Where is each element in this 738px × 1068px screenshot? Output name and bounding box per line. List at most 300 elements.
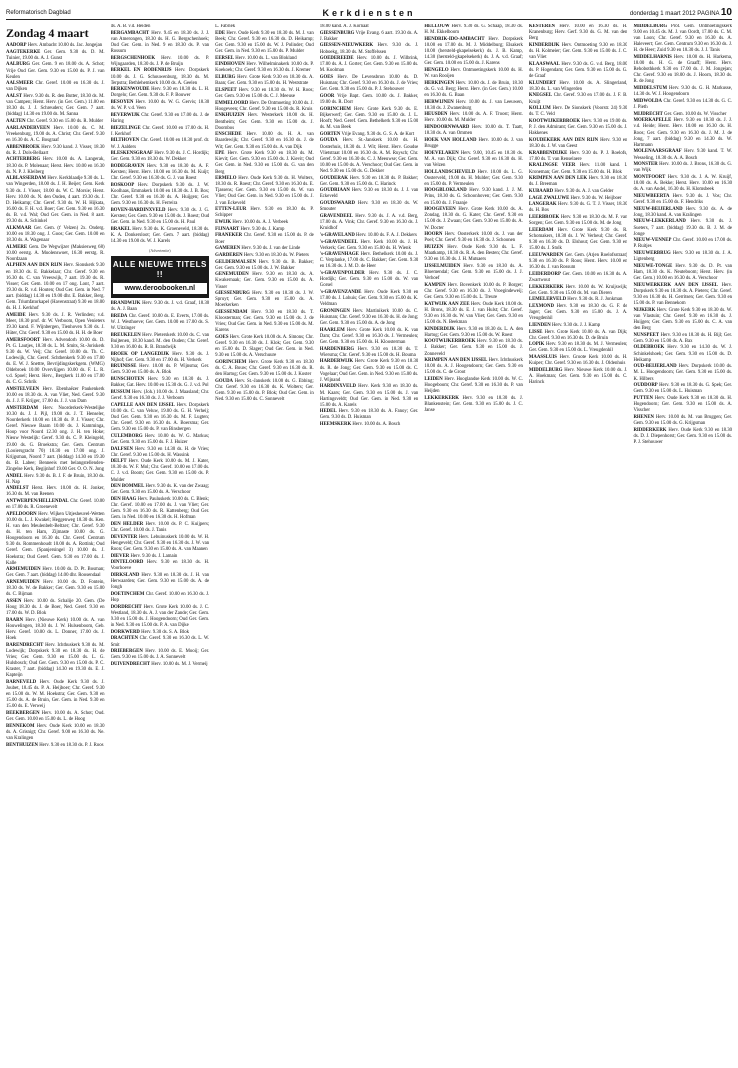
listing-services: Herv. 9.30 ds. J. Vos; Chr. Geref. 9.30 en 15.00 ds. F. Hendriks <box>633 193 733 205</box>
listing-entry <box>111 364 210 376</box>
ad-url[interactable]: www.deroobooken.nl <box>113 283 208 294</box>
listing-entry <box>111 87 210 99</box>
listing-place: GOUDA <box>215 378 234 384</box>
listing-entry <box>6 313 105 337</box>
column-6 <box>529 24 628 1062</box>
listing-entry <box>320 31 419 43</box>
listing-services: Herv. 10.00 ds. A. F. Troost; Herst. Herv. 10.00 ds. M. Mulder <box>424 112 523 124</box>
listing-entry <box>633 149 732 161</box>
listing-services: Herv. Oude Kerk 9.30 en 17.00 ds. J. Lohuis; Ger. Gem. 9.30 en 15.00 ds. K. Veldman <box>319 290 419 308</box>
listing-place: 's-GRAVENHAGE <box>319 252 359 258</box>
listing-services: ds. A. B. v.d. Heiden <box>110 24 151 29</box>
listing-entry <box>6 50 105 62</box>
listing-services: Herv. 9.30 en 18.30 ds. P. Bakker; Ger. Gem. 9.30 en 15.00 ds. C. Harinck <box>319 175 419 187</box>
listing-services: Herv. 9.30 ds. G. T. J. Visser, 18.30 ds. H. Bos <box>528 202 628 214</box>
listing-entry <box>633 99 732 111</box>
listing-services: Prot. Gem. Ontmoetingskerk 9.00 en 10.45 ds. M. J. van Oordt, 17.00 ds. C. M. van Loon; Chr. Geref. 9.30 en 16.30 ds. A. Haleveert; Ger. Gem. Centrum 9.30 en 16.30 ds. J. H. de Heer; Zuid 9.30 en 18.30 ds. J. J. Tanis <box>633 24 733 54</box>
listing-entry <box>424 81 523 99</box>
listing-place: ABBENBROEK <box>6 144 40 150</box>
listing-services: Herv. 9.30 en 18.30 ds. J. Blankenstein; Ger. Gem. 9.30 en 15.00 ds. J. C. Janse <box>424 396 523 414</box>
listing-place: NIEUW-LEKKERLAND <box>633 219 686 225</box>
listing-services: Ger. Gem. (Arjen Roelofsstraat) 9.30 en 16.30 ds. P. Roos; Herst. Herv. 10.00 en 16.30 ds. J. van Rossum <box>528 252 628 271</box>
page-header <box>6 6 732 20</box>
listing-entry <box>529 215 628 227</box>
listing-place: GIESSENBURG <box>215 291 250 297</box>
listing-services: Herv. Grote Kerk 9.30 en 18.30 ds. R. de Jong; Ger. Gem. 9.30 en 15.00 ds. C. Vogelaar; Oud Ger. Gem. in Ned. 9.30 en 15.00 ds. J. Wijnand <box>319 359 419 383</box>
listing-services: Herv. Dorpskerk 10.00 en 17.00 ds. M. J. Middelburg; Elsakerk 10.00 (hersteld-gkapelsekerk) ds. J. B. Kamp, 14.30 (hersteld-gkapelsekerk) ds. J. A. v.d. Graaf; Ger. Gem. 10.00 en 15.00 ds. J. Karens <box>424 36 523 67</box>
listing-services: Herv. 10.00 ds. D. Pt. Bosman; Ger. Gem. 7 aart. (biddag) 14.00 dhr. Roosendaal <box>6 567 105 579</box>
listing-entry <box>111 113 210 125</box>
listing-services: Herv. 10.00 ds. W. G. Markus; Ger. Gem. 9.30 en 15.00 ds. F. J. Huizer <box>110 433 210 445</box>
listing-services: Herv. (Joh.) 10.00 ds. J. Maasland; Chr. Geref. 9.30 en 16.30 ds. J. J. Verboom <box>110 389 210 401</box>
listing-place: MIDWOLDA <box>633 98 662 104</box>
listing-services: Herv. 10.00 ds. D. Fontein, 18.30 ds. W. de Bakker; Ger. Gem. 9.30 en 15.00 ds. C. Bijman <box>6 580 105 598</box>
listing-services: Herv. 10.00 ds. M. J. Vermeij <box>151 662 208 667</box>
listing-entry <box>6 406 105 473</box>
listing-entry <box>424 302 523 326</box>
listing-services: 18.00 kand. A. J. Kornaat <box>319 24 369 29</box>
listing-place: OUD-BEIJERLAND <box>633 364 677 370</box>
listing-entry <box>424 358 523 376</box>
listing-services: Herv. Grote Kerk 9.30 en 18.30 ds. M. Kievit; Ger. Gem. 9.30 en 15.00 ds. J. Kievit; Oud Ger. Gem. in Ned. 9.30 en 15.00 ds. G. van den Berg <box>215 151 314 175</box>
listing-place: ALPHEN AAN DEN RIJN <box>6 263 62 269</box>
listing-entry <box>633 364 732 382</box>
listing-entry <box>320 233 419 239</box>
listing-services: Herv. 9.30 en 18.30 ds. W. Smouter <box>319 201 419 213</box>
listing-place: ELBURG <box>215 75 236 81</box>
listing-services: Herv. Ichthuskerk 10.00 ds. A. J. Hoogendoorn; Ger. Gem. 9.30 en 15.00 ds. C. de Groot <box>424 358 523 376</box>
listing-services: Herv. Dorpskerk 9.30 en 18.30 ds. A. Pieters; Chr. Geref. 9.30 en 16.30 ds. H. Gerritsen; Ger. Gem. 9.30 en 15.00 ds. P. van Bennekom <box>633 282 733 307</box>
listing-entry <box>633 345 732 363</box>
listing-place: GOEDEREEDE <box>319 56 354 62</box>
listing-services: Herv. 9.30 en 18.30 ds. P. Schipper <box>215 207 314 219</box>
listing-place: KINDERDIJK <box>424 326 455 332</box>
listing-entry <box>633 415 732 427</box>
listing-services: Herv. Oude Kerk 9.30 ds. H. Wolters, 18.30 ds. R. Roest; Chr. Geref. 9.30 en 16.30 ds. E. Tjassens; Ger. Gem. 9.30 en 15.00 ds. W. van Vliet; Oud Ger. Gem. in Ned. 9.30 en 15.00 ds. J. J. van Eckeveld <box>215 176 314 206</box>
listing-services: Herv. 10.00 ds. H. A. van Baardewijk; Chr. Geref. 9.30 en 16.30 ds. J. de Wit; Ger. Gem. 9.30 en 15.00 ds. A. van Dijk <box>215 132 314 150</box>
listing-place: AADORP <box>6 43 27 48</box>
listing-place: MIJDRECHT <box>633 111 663 117</box>
listing-services: Herv. 9.30 ds. J. C. Hordijk; Ger. Gem. 9.30 en 15.00 ds. W. van Gorsel <box>319 271 419 289</box>
listing-place: AMERSFOORT <box>6 337 41 343</box>
listing-services: Herv. 9.30 en 14.30 ds. W. J. Schinkelshoek; Ger. Gem. 9.30 en 15.00 ds. D. Heikamp <box>633 345 733 363</box>
listing-entry <box>320 328 419 346</box>
listing-place: KOOTWIJKERBROEK <box>528 118 581 124</box>
listing-services: Herv. Martinikerk 10.00 ds. C. Huisman; Chr. Geref. 9.30 en 16.30 ds. H. de Jong; Ger. Gem. 9.30 en 15.00 ds. A. de Jong <box>319 308 419 327</box>
listing-place: BEVERWIJK <box>110 112 140 118</box>
listing-services: Chr. Geref. 9.30 en 15.00 ds. P. de Boer <box>215 233 314 245</box>
listing-place: GOES <box>215 335 229 341</box>
listing-services: Herv. 9.00, 10.45 en 18.30 ds. M. A. van Dijk; Chr. Geref. 9.30 en 16.30 ds. H. van Velzen <box>424 150 523 168</box>
listing-entry <box>424 283 523 301</box>
listing-services: Herv. 10.00 ds. J. de Bruin, 18.30 ds. G. v.d. Berg; Herst. Herv. (in Ger. Gem.) 10.00 en 16.30 ds. G. Baan <box>424 80 523 98</box>
column-1-entries <box>6 43 105 749</box>
column-3-entries <box>215 24 314 403</box>
listing-place: DALFSEN <box>110 446 133 452</box>
listing-entry <box>6 226 105 244</box>
listing-entry <box>529 253 628 271</box>
listing-place: BRANDWIJK <box>110 301 141 306</box>
listing-place: GRAVENDEEL <box>319 213 353 219</box>
listing-place: DINTELOORD <box>110 560 144 566</box>
listing-entry <box>424 377 523 395</box>
listing-place: DRACHTEN <box>110 636 139 642</box>
listing-place: 's-GRAVENZANDE <box>319 290 362 296</box>
listing-entry <box>215 220 314 226</box>
listing-place: BAARN <box>6 617 24 623</box>
listing-place: BRAKEL <box>110 226 131 232</box>
listing-entry <box>6 43 105 49</box>
listing-place: BENTHUIZEN <box>6 742 38 748</box>
listing-entry <box>111 497 210 521</box>
advertisement[interactable] <box>111 256 210 298</box>
listing-place: GARDEREN <box>215 252 243 258</box>
listing-entry <box>320 138 419 175</box>
page-date: donderdag 1 maart 2012 PAGINA <box>629 11 720 17</box>
listing-place: HENDRIK-IDO-AMBACHT <box>424 36 485 42</box>
listing-entry <box>215 176 314 206</box>
listing-place: AALST <box>6 94 22 100</box>
listing-place: AAGTEKERKE <box>6 49 41 55</box>
listing-services: Herv. Bovenkerk 10.00 ds. P. Borger; Chr. Geref. 9.30 en 16.30 ds. J. Vroegindeweij; Ger. Gem. 9.30 en 15.00 ds. L. Treure <box>424 282 523 300</box>
listing-services: Chr. Geref. 10.00 en 17.00 ds. R. Groenevelt <box>6 499 105 511</box>
listing-services: Herv. Pauluskerk 10.00 ds. C. Blenk; Chr. Geref. 10.00 en 17.00 ds. J. van Vliet; Ger. Gem. 9.30 en 16.30 ds. R. Kattenberg; Oud Ger. Gem. in Ned. 10.00 en 16.30 ds. H. Hofman <box>110 497 210 521</box>
listing-place: BLESKENSGRAAF <box>110 151 153 157</box>
listing-entry <box>529 228 628 252</box>
listing-entry <box>111 377 210 389</box>
column-2-entries <box>111 24 210 245</box>
listing-place: KRABBENDIJKE <box>528 150 568 156</box>
listing-services: Herv. Hooglandse Kerk 10.00 ds. W. C. Hoogeboom; Chr. Geref. 9.30 en 16.30 ds. P. van Heijden <box>424 377 523 395</box>
listing-place: EDE <box>215 30 226 36</box>
listing-entry <box>320 94 419 106</box>
listing-services: Herv. Oude Kerk 9.30 ds. J. Joubet, 18.45 ds. P. A. Heijboer; Chr. Geref. 9.30 en 15.00 ds. W. M. Hoekstra; Ger. Gem. 9.30 en 15.00 ds. A. de Bruin, Ger. Gem. in Ned. 9.30 en 15.00 ds. E. Verweij <box>6 680 105 710</box>
listing-services: Herv. De Ontmoeting 10.00 ds. J. Hoogeveen; Chr. Geref. 9.30 en 15.00 ds. R. Kruis <box>215 100 314 112</box>
column-2 <box>111 24 210 1062</box>
listing-services: Herv. 9.30 en 18.30 ds. A. F. Kersten; Herst. Herv. 10.00 en 16.30 ds. M. Kuijt; Chr. Geref. 9.30 en 16.30 ds. G. J. van Roest <box>110 164 210 182</box>
listing-services: Herv. Bethelkerk 10.00 ds. J. C. Verplanke, 17.00 ds. C. Bakker; Ger. Gem. 9.30 en 16.30 ds. J. M. D. de Heer <box>319 252 419 270</box>
listing-entry <box>6 94 105 118</box>
listing-place: GOES <box>319 75 334 81</box>
listing-place: GOUDA <box>319 138 338 144</box>
listing-services: Herv. 9.30 ds. A. de Jong, 18.30 kand. A. van Kralingen <box>633 206 733 218</box>
listing-place: KRIMPEN AAN DEN IJSSEL <box>424 358 488 364</box>
listing-place: ARNEMUIDEN <box>6 580 40 586</box>
listing-services: Herv. Dorpskerk 10.00 ds. J. G. Schouwenburg, 18.30 ds. M. Terpstra; Bethlehemkerk 10.00 ds. A. Geelen <box>110 68 210 86</box>
listing-place: DEVENTER <box>110 534 138 540</box>
listing-entry <box>111 314 210 332</box>
listing-entry <box>6 567 105 579</box>
listing-entry <box>529 176 628 188</box>
listing-services: Herv. 10.00 ds. J. van Leeuwen, 18.30 ds. J. Zwanenburg <box>424 99 523 111</box>
date-and-page <box>532 7 732 18</box>
listing-services: Herv. 9.30 en 18.30 ds. J. W. Spruyt; Ger. Gem. 9.30 en 15.00 ds. A. Moerkerken <box>215 291 314 309</box>
listing-services: Herst. Herv. 10.00 ds. H. Jonker, 16.30 ds. M. van Reenen <box>6 486 105 498</box>
listing-entry <box>111 592 210 604</box>
listing-place: GOOR <box>319 94 335 99</box>
listing-place: EINDHOVEN <box>215 62 245 68</box>
listing-place: MONSTER <box>633 162 658 168</box>
listing-services: Vrije Evang. 9.30 ds. G. S. A. de Kort <box>341 131 415 137</box>
listing-entry <box>529 93 628 105</box>
listing-services: Herv. St.-Janskerk 10.00 ds. G. Ebbing; Chr. Geref. 9.30 en 16.30 ds. K. Wolters; Ger. Gem. 9.30 en 15.00 ds. P. Blok; Oud Ger. Gem. in Ned. 9.30 en 15.00 ds. C. Sonnevelt <box>215 378 314 403</box>
listing-place: BILTHOVEN <box>110 138 140 144</box>
listing-services: Herv. 9.30 ds. G. H. Markusse, 14.30 ds. W. J. Hoogendoorn <box>633 86 733 98</box>
listing-services: Herv. Wijken Uitjesheuvel-Wetten 10.00 ds. L. J. Kwakel; Heggenweg 18.30 ds. Ken. H. van den Meulenbelt-Beltzer; Chr. Geref. 9.30 ds. H. ten Ham, Zijmaste 10.00 ds. G. Hoogendoorn en 16.30 ds. Chr. Geref. Centrum 9.30 ds. Rommenhoudt 10.00 ds. A. Rottink; Oud Geref. Gem. (Spanjersingel 3) 10.00 ds. J. Hoekstra; Oud Geref. Gem. 9.30 en 17.00 ds. J. Kalle <box>6 511 105 566</box>
listing-entry <box>633 162 732 174</box>
listing-place: LISSE <box>528 329 543 335</box>
listing-entry <box>529 62 628 80</box>
listing-place: KRALINGSE VEER <box>528 163 576 169</box>
listing-place: BOSKOOP <box>110 182 135 188</box>
listing-services: Herv. 9.30 en 18.30 ds. T. Wiersma; Chr. Geref. 9.30 en 15.00 ds. H. Bouma <box>319 346 419 358</box>
listing-entry <box>633 308 732 332</box>
listing-place: KATWIJK AAN ZEE <box>424 301 470 307</box>
listing-services: Vrije Bapt. Gem. 10.00 ds. J. Bakker, 19.00 ds. R. Dorr <box>319 94 419 106</box>
listing-place: ALKMAAR <box>6 225 32 231</box>
listing-place: DEN HAAG <box>110 497 137 503</box>
listing-services: Herv. Ontmoeting 9.30 en 18.30 ds. H. Kolmeier; Ger. Gem. 9.30 en 15.00 ds. J. C. van Vliet <box>528 42 628 61</box>
listing-place: PUTTEN <box>633 396 653 401</box>
listing-place: MIDDELSTUM <box>633 86 668 92</box>
listing-entry <box>529 196 628 202</box>
listing-entry <box>111 662 210 668</box>
listing-place: HOLLANDSCHEVELD <box>424 169 475 175</box>
column-5-entries <box>424 24 523 414</box>
listing-entry <box>6 176 105 225</box>
listing-entry <box>111 183 210 207</box>
listing-place: LANGERAK <box>528 202 557 208</box>
listing-place: BEEKBERGEN <box>6 711 40 717</box>
listing-place: LIENDEN <box>528 322 551 328</box>
listing-place: HERWIJNEN <box>424 99 454 105</box>
listing-services: Herv. 9.30 ds. A. J. van Gelder <box>554 188 614 194</box>
listing-entry <box>6 512 105 567</box>
listing-services: Herv. Nieuwe Kerk 10.00 ds. J. A. Hoekman; Ger. Gem. 9.30 en 15.00 ds. C. Harinck <box>528 367 628 386</box>
listing-place: RIDDERKERK <box>633 427 667 433</box>
listing-entry <box>215 253 314 259</box>
listing-entry <box>111 649 210 661</box>
listing-place: LOPIK <box>528 342 545 348</box>
listing-entry <box>320 309 419 327</box>
listing-services: Herv. 9.30 ds. B. Bakker; Ger. Gem. 9.30 en 15.00 ds. J. W. Bakker <box>215 259 314 271</box>
page-number: 10 <box>720 7 732 18</box>
listing-entry <box>215 62 314 74</box>
listing-services: Herv. 10.00 ds. A. Bosch <box>352 422 401 428</box>
listing-services: Herv. 10.00 en 16.30 ds. H. Kranenburg; Herv. Gerf. 9.30 ds. G. M. van den Berg <box>528 24 628 42</box>
page-title: Zondag 4 maart <box>6 26 89 40</box>
column-5 <box>424 24 523 1062</box>
listing-entry <box>215 151 314 175</box>
listing-services: Ger. Gem. 9.30 ds. D. M. Tuinier, 19.00 ds. A. J. Gunst <box>6 49 105 61</box>
listing-place: GOUDERAK <box>319 175 348 181</box>
listing-entry <box>633 219 732 237</box>
listing-entry <box>6 263 105 312</box>
listing-entry <box>529 323 628 329</box>
listing-entry <box>111 151 210 163</box>
listing-entry <box>633 428 732 446</box>
listing-place: NUNSPEET <box>633 332 660 338</box>
listing-entry <box>529 189 628 195</box>
listing-entry <box>111 126 210 138</box>
listing-services: Herv. 9.30 ds. J. van der Linde <box>241 246 301 252</box>
listing-place: BUNSCHOTEN <box>110 377 145 383</box>
listing-entry <box>215 132 314 150</box>
listing-entry <box>111 333 210 351</box>
listing-place: 's-GRAVELAND <box>319 232 355 238</box>
listing-entry <box>424 232 523 244</box>
listing-services: Herv. Sionskerk 9.30 en 18.30 ds. E. Bakkelaar; Chr. Geref. 9.30 en 16.30 ds. C. van Vreeswijk, 7 aart. 19.30 ds. R. Visser; Ger. Gem. 10.00 en 17 ong. Lont, 7 aart. 19.30 ds. R. v.d. Houten; Oud Ger. Gem. in Ned. 7 aart. (biddag) 14.30 en 19.00 dhr. E. Bakker, Berg. Gem. Triumfatorkapel (Havenstraat) 9.30 en 18.00 ds. H. J. Kerkhof <box>6 263 105 312</box>
listing-services: Herv. 9.30 en 18.30 ds. J. A. Ligtenberg <box>633 251 733 263</box>
listing-place: MOERKAPELLE <box>633 118 672 124</box>
listing-place: LEEUWARDEN <box>528 252 564 258</box>
listing-entry <box>529 43 628 61</box>
listing-place: GENEMUIDEN <box>215 272 249 278</box>
listing-services: Ger. Gem. (t' Velzen) 2x. Onderg. 10.00 en 18.30 ong. J. Goos; Ger. Gem. 10.00 en 18.30 ds. A. Wagenaar <box>6 225 105 243</box>
listing-place: LAGE ZWALUWE <box>528 195 570 201</box>
listing-entry <box>320 359 419 383</box>
listing-place: BRUINISSE <box>110 364 137 370</box>
listing-place: GAMEREN <box>215 246 241 252</box>
listing-services: Herv. Grote Kerk 10.00 ds. A. Zondag, 18.30 ds. G. Kater; Chr. Geref. 9.30 en 15.00 ds. J. Zwaan; Ger. Gem. 9.30 en 15.00 ds. A. W. Docter <box>424 207 523 231</box>
listing-place: BUSSUM <box>110 389 131 395</box>
listing-entry <box>424 188 523 206</box>
listing-place: CULEMBORG <box>110 433 143 439</box>
listing-entry <box>6 724 105 742</box>
listing-services: Herv. 10.00 ds. T. Taatt, 18.30 ds. A. van Ommen <box>424 125 523 137</box>
listing-entry <box>6 387 105 405</box>
listing-entry <box>529 330 628 342</box>
listing-services: Herv. 9.30 ds. J. R. Verlinden; v.d. Meer, 18.30 prof. dr. W. Verboom, Open Venieters 19.30 kand. F. Wijnbergen, Tienhoven 9.30 ds. J. Hüter, Chr. Geref. 9.30 en 15.00 ds. H. H. de Boer <box>6 312 105 337</box>
listing-services: Herv. Grote Kerk 9.30 en 18.30 ds. W. van Vlastuin; Chr. Geref. 9.30 en 16.30 ds. J. Huijgen; Ger. Gem. 9.30 en 15.00 ds. C. A. van den Berg <box>633 307 733 331</box>
column-7 <box>633 24 732 1062</box>
listing-services: Herv. 9.30 en 18.30 ds. W. H. Roos; Ger. Gem. 9.30 en 15.00 ds. C. J. Meeuse <box>215 87 314 99</box>
listing-entry <box>320 240 419 252</box>
listing-entry <box>633 207 732 219</box>
listing-entry <box>633 333 732 345</box>
listing-place: ANTWERPEN/HELLENDAL <box>6 499 69 505</box>
listing-place: ENKHUIZEN <box>215 113 245 119</box>
listing-place: EMMELOORD <box>215 100 249 106</box>
listing-place: APELDOORN <box>6 511 37 517</box>
listing-place: ANDEL <box>6 473 23 479</box>
listing-services: Herv. Oude Kerk 9.30 en 18.30 ds. H. Hogendoorn; Ger. Gem. 9.30 en 15.00 ds. A. Visscher <box>633 396 733 414</box>
listing-place: MOLENAARSGRAAF <box>633 149 682 155</box>
listing-place: RHENEN <box>633 414 654 420</box>
listing-services: Herv. 9.30 ds. D. Pt. van Ham, 18.30 ds. K. Neuteboom; Herst. Herv. (in Ger. Gem.) 10.00 en 16.30 ds. A. Verschoor <box>633 263 733 282</box>
listing-place: 's-GRAVENPOLDER <box>319 271 365 277</box>
listing-entry <box>6 157 105 175</box>
listing-entry <box>111 31 210 55</box>
listing-entry <box>111 390 210 402</box>
listing-services: Herv. 9.30 ds. R. J. Jonkman <box>567 297 623 303</box>
listing-entry <box>6 643 105 680</box>
listing-services: Herv. 9.30 ds. S. A. Blok <box>141 629 190 635</box>
listing-services: Herv. 9.30 ds. J. Nijhof; Ger. Gem. 9.30 en 17.00 ds. H. Verkerk <box>110 351 210 363</box>
listing-place: GIESSENDAM <box>215 310 248 316</box>
listing-services: Herv. 9.30 ds. J. G. Kersten; Ger. Gem. 9.30 en 15.00 ds. J. Roest; Oud Ger. Gem. in Ned. 9.30 en 15.00 ds. H. Paul <box>110 207 210 226</box>
listing-place: BIEZELINGE <box>110 125 141 131</box>
listing-place: KUBAARD <box>528 188 554 194</box>
listing-place: AALTEN <box>6 119 26 125</box>
listing-place: AARLANDERVEEN <box>6 125 50 131</box>
listing-entry <box>424 207 523 231</box>
listing-entry <box>529 285 628 297</box>
listing-entry <box>320 384 419 408</box>
listing-services: Herv. 9.30 en 18.30 ds. A. Fanoy; Ger. Gem. 9.30 ds. D. Huisman <box>319 409 419 421</box>
listing-entry <box>320 176 419 188</box>
listing-services: Herv. St.-Janskerk 10.00 ds. H. Oosterhuis, 18.30 ds. J. Wit; Herst. Herv. Goudse Vlietstraat 10.00 en 16.30 ds. A. M. Ruysch; Chr. Geref. 9.30 en 16.30 ds. C. J. Meeuwse; Ger. Gem. 10.00 en 15.00 ds. A. Verschoor; Oud Ger. Gem. in Ned. 9.30 en 15.00 ds. G. Dekker <box>319 138 419 174</box>
listing-services: Herv. 9.30 ds. J. A. W. Kruijf, 18.00 ds. A. Bekke; Herst. Herv. 10.00 en 16.30 ds. A. van Andel, 16.30 ds. H. Klomsbeek <box>633 175 733 193</box>
listing-place: AMSTERDAM <box>6 405 38 411</box>
listing-entry <box>6 580 105 598</box>
listing-services: Herv. 9.30 ds. B. J. F. de Bruin, 18.30 ds. H. Nap <box>6 473 105 485</box>
listing-services: Herv. Kerk 9.30 en 18.30 ds. M. Kaars; Ger. Gem. 9.30 en 15.00 ds. J. van Hartingsveldt; Oud Ger. Gem. in Ned. 9.30 en 15.00 ds. A. Karels <box>319 384 419 408</box>
listing-entry <box>424 327 523 339</box>
listing-place: DORDRECHT <box>110 604 142 610</box>
listing-services: Herv. 10.00 ds. L. G. Oosterveld, 19.00 ds. H. Mulder; Ger. Gem. 9.30 en 15.00 ds. P. Vermeulen <box>424 169 523 187</box>
listing-place: FIJNAART <box>215 226 240 232</box>
listing-place: AALBURG <box>6 62 30 68</box>
listing-place: KNEGSEL <box>528 93 553 99</box>
listing-entry <box>111 208 210 226</box>
listing-entry <box>633 55 732 85</box>
listing-entry <box>633 396 732 414</box>
listing-entry <box>320 214 419 232</box>
listing-entry <box>424 245 523 263</box>
listing-entry <box>111 484 210 496</box>
listing-place: BERGSCHENHOEK <box>110 55 156 61</box>
listing-entry <box>215 335 314 359</box>
listing-services: L. Fabriek <box>215 24 236 29</box>
listing-entry <box>529 24 628 42</box>
listing-services: Herv. 9.30 ds. J. C. Hordijk; Ger. Gem. 9.30 en 18.30 ds. W. Dekker <box>110 151 210 163</box>
listing-services: Chr. Geref. 10.00 ds. E. Everts, 17.00 ds. W. J. Westhoeve; Ger. Gem. 10.00 en 17.00 ds. S. W. Uitzinger <box>110 313 210 331</box>
listing-entry <box>215 360 314 378</box>
listing-entry <box>111 605 210 629</box>
listing-entry <box>320 24 419 30</box>
listing-entry <box>111 554 210 560</box>
listing-services: Herv. 9.30 ds. J. Hoboekg, 18.30 ds. M. Stoffelssen <box>319 43 419 55</box>
listing-place: OLDEBROEK <box>633 345 665 351</box>
listing-entry <box>529 342 628 354</box>
listing-place: NIEUWERBRUG <box>633 251 671 257</box>
listing-services: Chr. Geref. 10.00 en 18.30 prof. dr. W. J. Aalders <box>110 138 210 150</box>
listing-entry <box>633 112 732 118</box>
listing-place: KINDERDIJK <box>528 42 560 48</box>
listing-services: Herv. 9.30 en 18.30 ds. H. Bijl; Ger. Gem. 9.30 en 15.00 ds. A. Bax <box>633 332 733 344</box>
listing-place: KOLLUM <box>528 106 551 112</box>
listing-services: Herv. 9.30 en 18.30 ds. J. Breeman <box>528 176 628 188</box>
listing-place: GORTEN <box>319 131 341 137</box>
listing-place: ERMELO <box>215 176 237 182</box>
listing-place: GORINCHEM <box>215 360 247 366</box>
listing-services: Herv. 9.30 en 19.00 ds. P. J. den Admirant; Ger. Gem. 9.30 en 15.00 ds. J. Hakkenes <box>528 118 628 137</box>
listing-entry <box>111 459 210 483</box>
listing-services: Herv. 9.30 ds. P. J. Roelofs, 17.00 ds. T. van Renselaere <box>528 150 628 162</box>
listing-entry <box>111 434 210 446</box>
listing-place: NIEUW-BEIJERLAND <box>633 206 683 212</box>
listing-services: Herv. Ebenhaëzer Paukenkerk 10.00 en 18.30 ds. A. van Vliet, Ned. Geref. 9.30 ds. J. J. F. Krijger, 17.00 ds. J. J. van Dam <box>6 387 105 405</box>
listing-entry <box>633 238 732 250</box>
listing-services: Herv. Grote Kerk 9.30 en 18.30 ds. A. Baan; Ger. Gem. 9.30 en 15.00 ds. H. Weststrate <box>215 75 314 87</box>
listing-place: AMEIDE <box>6 312 26 318</box>
listing-services: Herv. 9.30 kand. J. Visser, 18.30 ds. R. J. Dols-Bellaart <box>6 144 105 156</box>
listing-place: EPE <box>215 151 225 157</box>
listing-services: Herv. 9.30 en 18.30 ds. J. J. van Eckeveld <box>319 188 419 200</box>
listing-services: Herv. 9.30 en 18.30 ds. A. Kwakernaak; Ger. Gem. 9.30 en 15.00 ds. A. Visser <box>215 272 314 290</box>
listing-services: Herv. Oude Kerk 9.30 en 18.30 ds. D. J. Diepenhorst; Ger. Gem. 9.30 en 15.00 ds. P. J. Stehouwer <box>633 427 733 445</box>
